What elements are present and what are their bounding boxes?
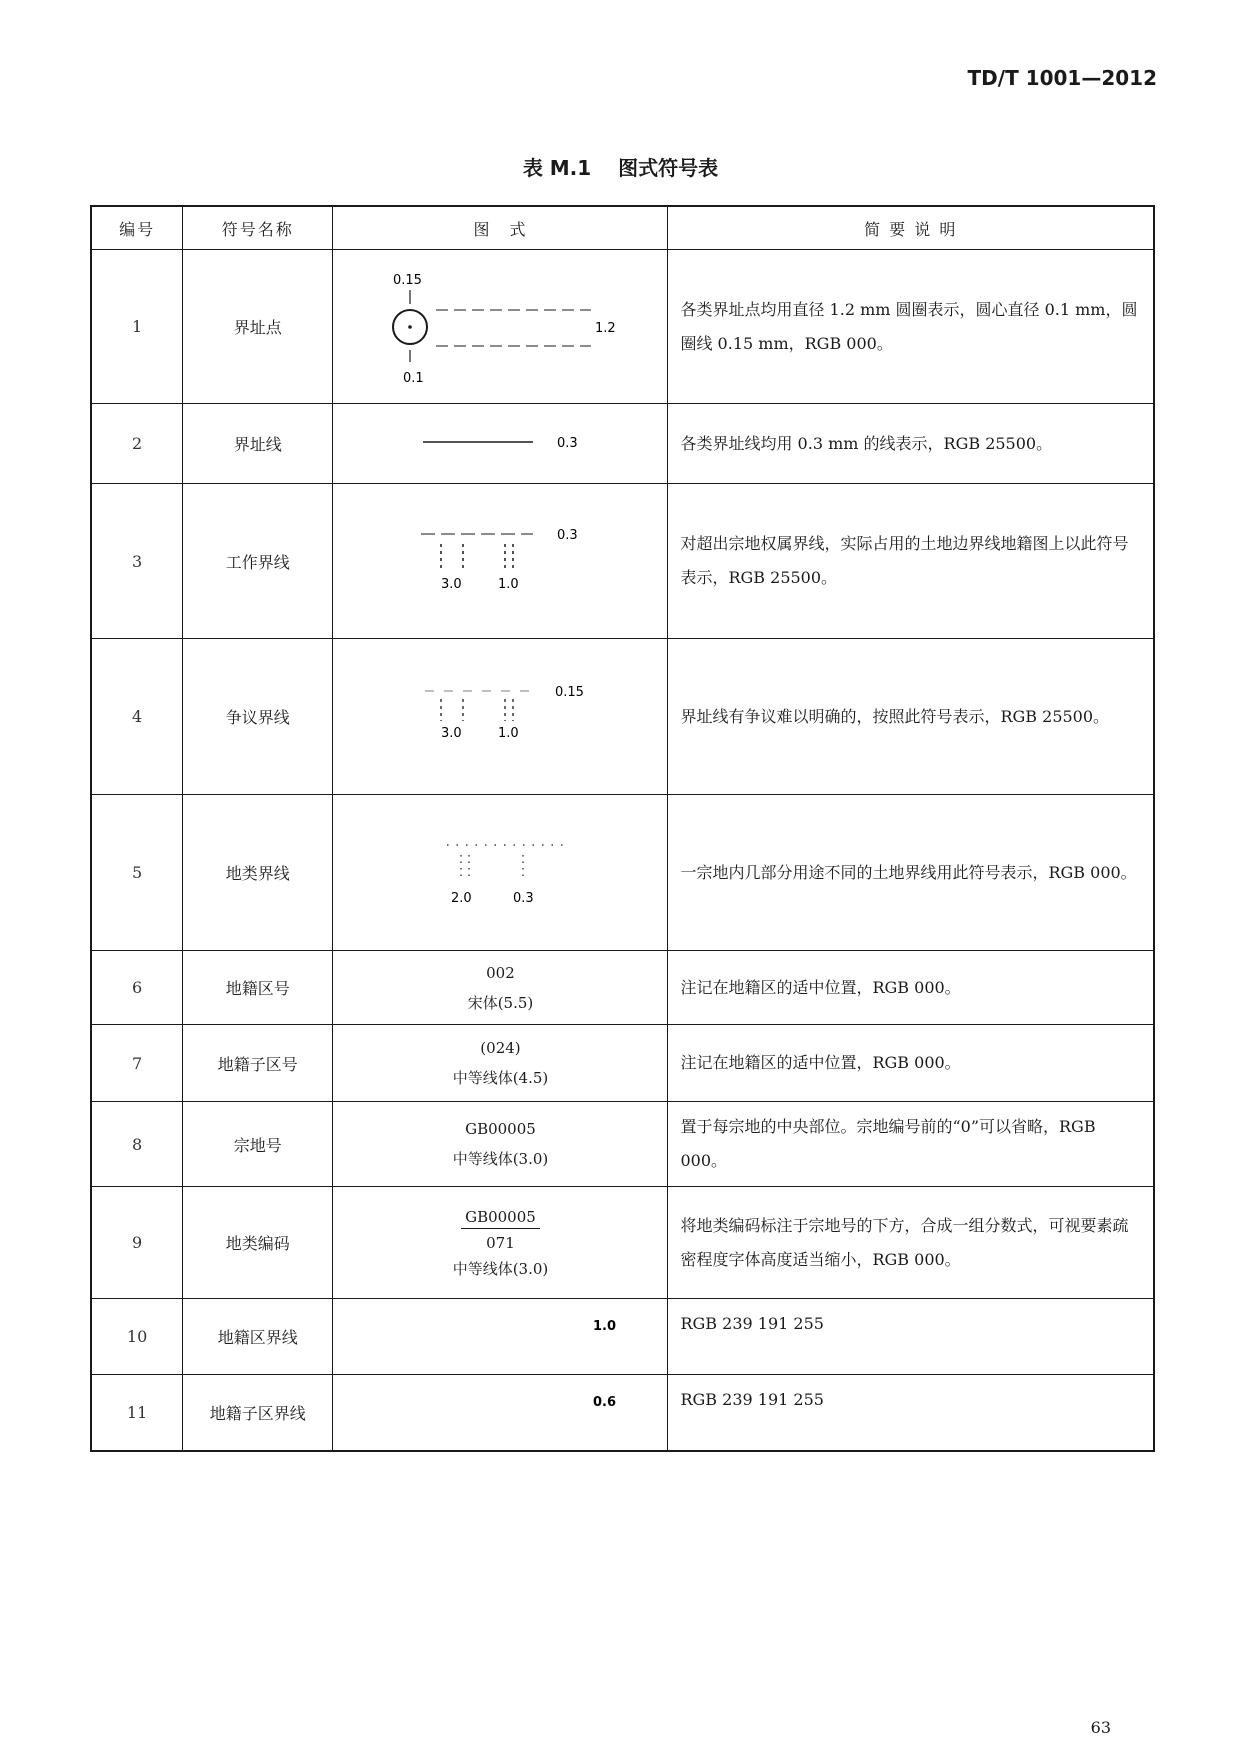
table-row <box>91 639 1154 795</box>
col-header-number: 编号 <box>91 206 183 250</box>
symbol-graphic <box>333 1102 668 1187</box>
font-sample-label: 中等线体(4.5) <box>452 1069 549 1087</box>
symbol-name: 工作界线 <box>183 484 333 639</box>
symbol-graphic <box>333 484 668 639</box>
symbol-description: 对超出宗地权属界线，实际占用的土地边界线地籍图上以此符号表示，RGB 25500。 <box>668 484 1154 639</box>
table-header-row <box>91 206 1154 250</box>
symbol-name: 地籍区号 <box>183 951 333 1025</box>
row-number: 6 <box>91 951 183 1025</box>
graphic-label: 0.15 <box>393 273 423 288</box>
graphic-label: 1.0 <box>498 577 520 592</box>
land-class-boundary-symbol <box>333 795 667 946</box>
symbol-graphic <box>333 1375 668 1452</box>
symbol-name: 地籍子区号 <box>183 1025 333 1102</box>
row-number: 3 <box>91 484 183 639</box>
symbol-description: 一宗地内几部分用途不同的土地界线用此符号表示，RGB 000。 <box>668 795 1154 951</box>
font-sample-label: 中等线体(3.0) <box>452 1259 549 1278</box>
font-sample-label: 中等线体(3.0) <box>452 1150 549 1168</box>
table-row <box>91 1375 1154 1452</box>
row-number: 5 <box>91 795 183 951</box>
fraction-numerator: GB00005 <box>461 1206 540 1229</box>
graphic-label: 0.15 <box>555 685 585 700</box>
symbol-name: 争议界线 <box>183 639 333 795</box>
symbol-description: 置于每宗地的中央部位。宗地编号前的“0”可以省略，RGB 000。 <box>668 1102 1154 1187</box>
symbol-graphic <box>333 1025 668 1102</box>
symbol-graphic <box>333 404 668 484</box>
symbol-description: RGB 239 191 255 <box>668 1299 1154 1375</box>
row-number: 8 <box>91 1102 183 1187</box>
row-number: 11 <box>91 1375 183 1452</box>
row-number: 2 <box>91 404 183 484</box>
table-row <box>91 951 1154 1025</box>
table-row <box>91 250 1154 404</box>
row-number: 7 <box>91 1025 183 1102</box>
symbol-name: 界址点 <box>183 250 333 404</box>
graphic-label: 3.0 <box>441 577 463 592</box>
graphic-label: 2.0 <box>451 891 473 906</box>
table-row <box>91 404 1154 484</box>
symbol-description: 注记在地籍区的适中位置，RGB 000。 <box>668 951 1154 1025</box>
row-number: 4 <box>91 639 183 795</box>
symbol-description: RGB 239 191 255 <box>668 1375 1154 1452</box>
symbol-table <box>90 205 1155 1452</box>
row-number: 10 <box>91 1299 183 1375</box>
col-header-description: 简 要 说 明 <box>668 206 1154 250</box>
symbol-description: 界址线有争议难以明确的，按照此符号表示，RGB 25500。 <box>668 639 1154 795</box>
table-row <box>91 1102 1154 1187</box>
symbol-name: 地类编码 <box>183 1187 333 1299</box>
graphic-label: 3.0 <box>441 726 463 741</box>
symbol-graphic <box>333 795 668 951</box>
symbol-name: 界址线 <box>183 404 333 484</box>
boundary-point-symbol <box>333 250 667 399</box>
table-row <box>91 484 1154 639</box>
font-sample-text: (024) <box>480 1039 521 1057</box>
cadastral-subdistrict-boundary-symbol <box>333 1375 667 1446</box>
col-header-name: 符号名称 <box>183 206 333 250</box>
cadastral-district-boundary-symbol <box>333 1299 667 1370</box>
symbol-graphic <box>333 951 668 1025</box>
standard-code: TD/T 1001—2012 <box>967 66 1157 90</box>
symbol-description: 各类界址线均用 0.3 mm 的线表示，RGB 25500。 <box>668 404 1154 484</box>
col-header-graphic: 图 式 <box>333 206 668 250</box>
disputed-boundary-symbol <box>333 639 667 790</box>
work-boundary-symbol <box>333 484 667 634</box>
table-title <box>0 152 1241 181</box>
font-sample-text: 002 <box>486 963 515 982</box>
symbol-name: 地籍区界线 <box>183 1299 333 1375</box>
symbol-graphic <box>333 1299 668 1375</box>
table-row <box>91 1025 1154 1102</box>
graphic-label: 1.0 <box>498 726 520 741</box>
row-number: 1 <box>91 250 183 404</box>
symbol-name: 地类界线 <box>183 795 333 951</box>
graphic-label: 0.1 <box>403 371 425 386</box>
row-number: 9 <box>91 1187 183 1299</box>
page-number: 63 <box>1090 1718 1111 1737</box>
symbol-graphic <box>333 250 668 404</box>
graphic-label: 0.3 <box>557 436 579 451</box>
table-row <box>91 1187 1154 1299</box>
symbol-description: 各类界址点均用直径 1.2 mm 圆圈表示，圆心直径 0.1 mm，圆圈线 0.15 mm，RGB 000。 <box>668 250 1154 404</box>
table-name: 图式符号表 <box>618 156 719 180</box>
symbol-name: 地籍子区界线 <box>183 1375 333 1452</box>
graphic-label: 1.0 <box>593 1319 617 1334</box>
graphic-label: 0.3 <box>557 528 579 543</box>
boundary-line-symbol <box>333 404 667 479</box>
symbol-graphic <box>333 1187 668 1299</box>
symbol-graphic <box>333 639 668 795</box>
symbol-name: 宗地号 <box>183 1102 333 1187</box>
graphic-label: 0.3 <box>513 891 535 906</box>
font-sample-label: 宋体(5.5) <box>467 993 534 1012</box>
graphic-label: 1.2 <box>595 321 617 336</box>
symbol-description: 注记在地籍区的适中位置，RGB 000。 <box>668 1025 1154 1102</box>
fraction-denominator: 071 <box>486 1233 515 1252</box>
graphic-label: 0.6 <box>593 1395 617 1410</box>
table-row <box>91 795 1154 951</box>
symbol-description: 将地类编码标注于宗地号的下方，合成一组分数式，可视要素疏密程度字体高度适当缩小，RGB 000。 <box>668 1187 1154 1299</box>
font-sample-text: GB00005 <box>465 1120 536 1138</box>
table-label: 表 M.1 <box>522 156 592 180</box>
table-row <box>91 1299 1154 1375</box>
